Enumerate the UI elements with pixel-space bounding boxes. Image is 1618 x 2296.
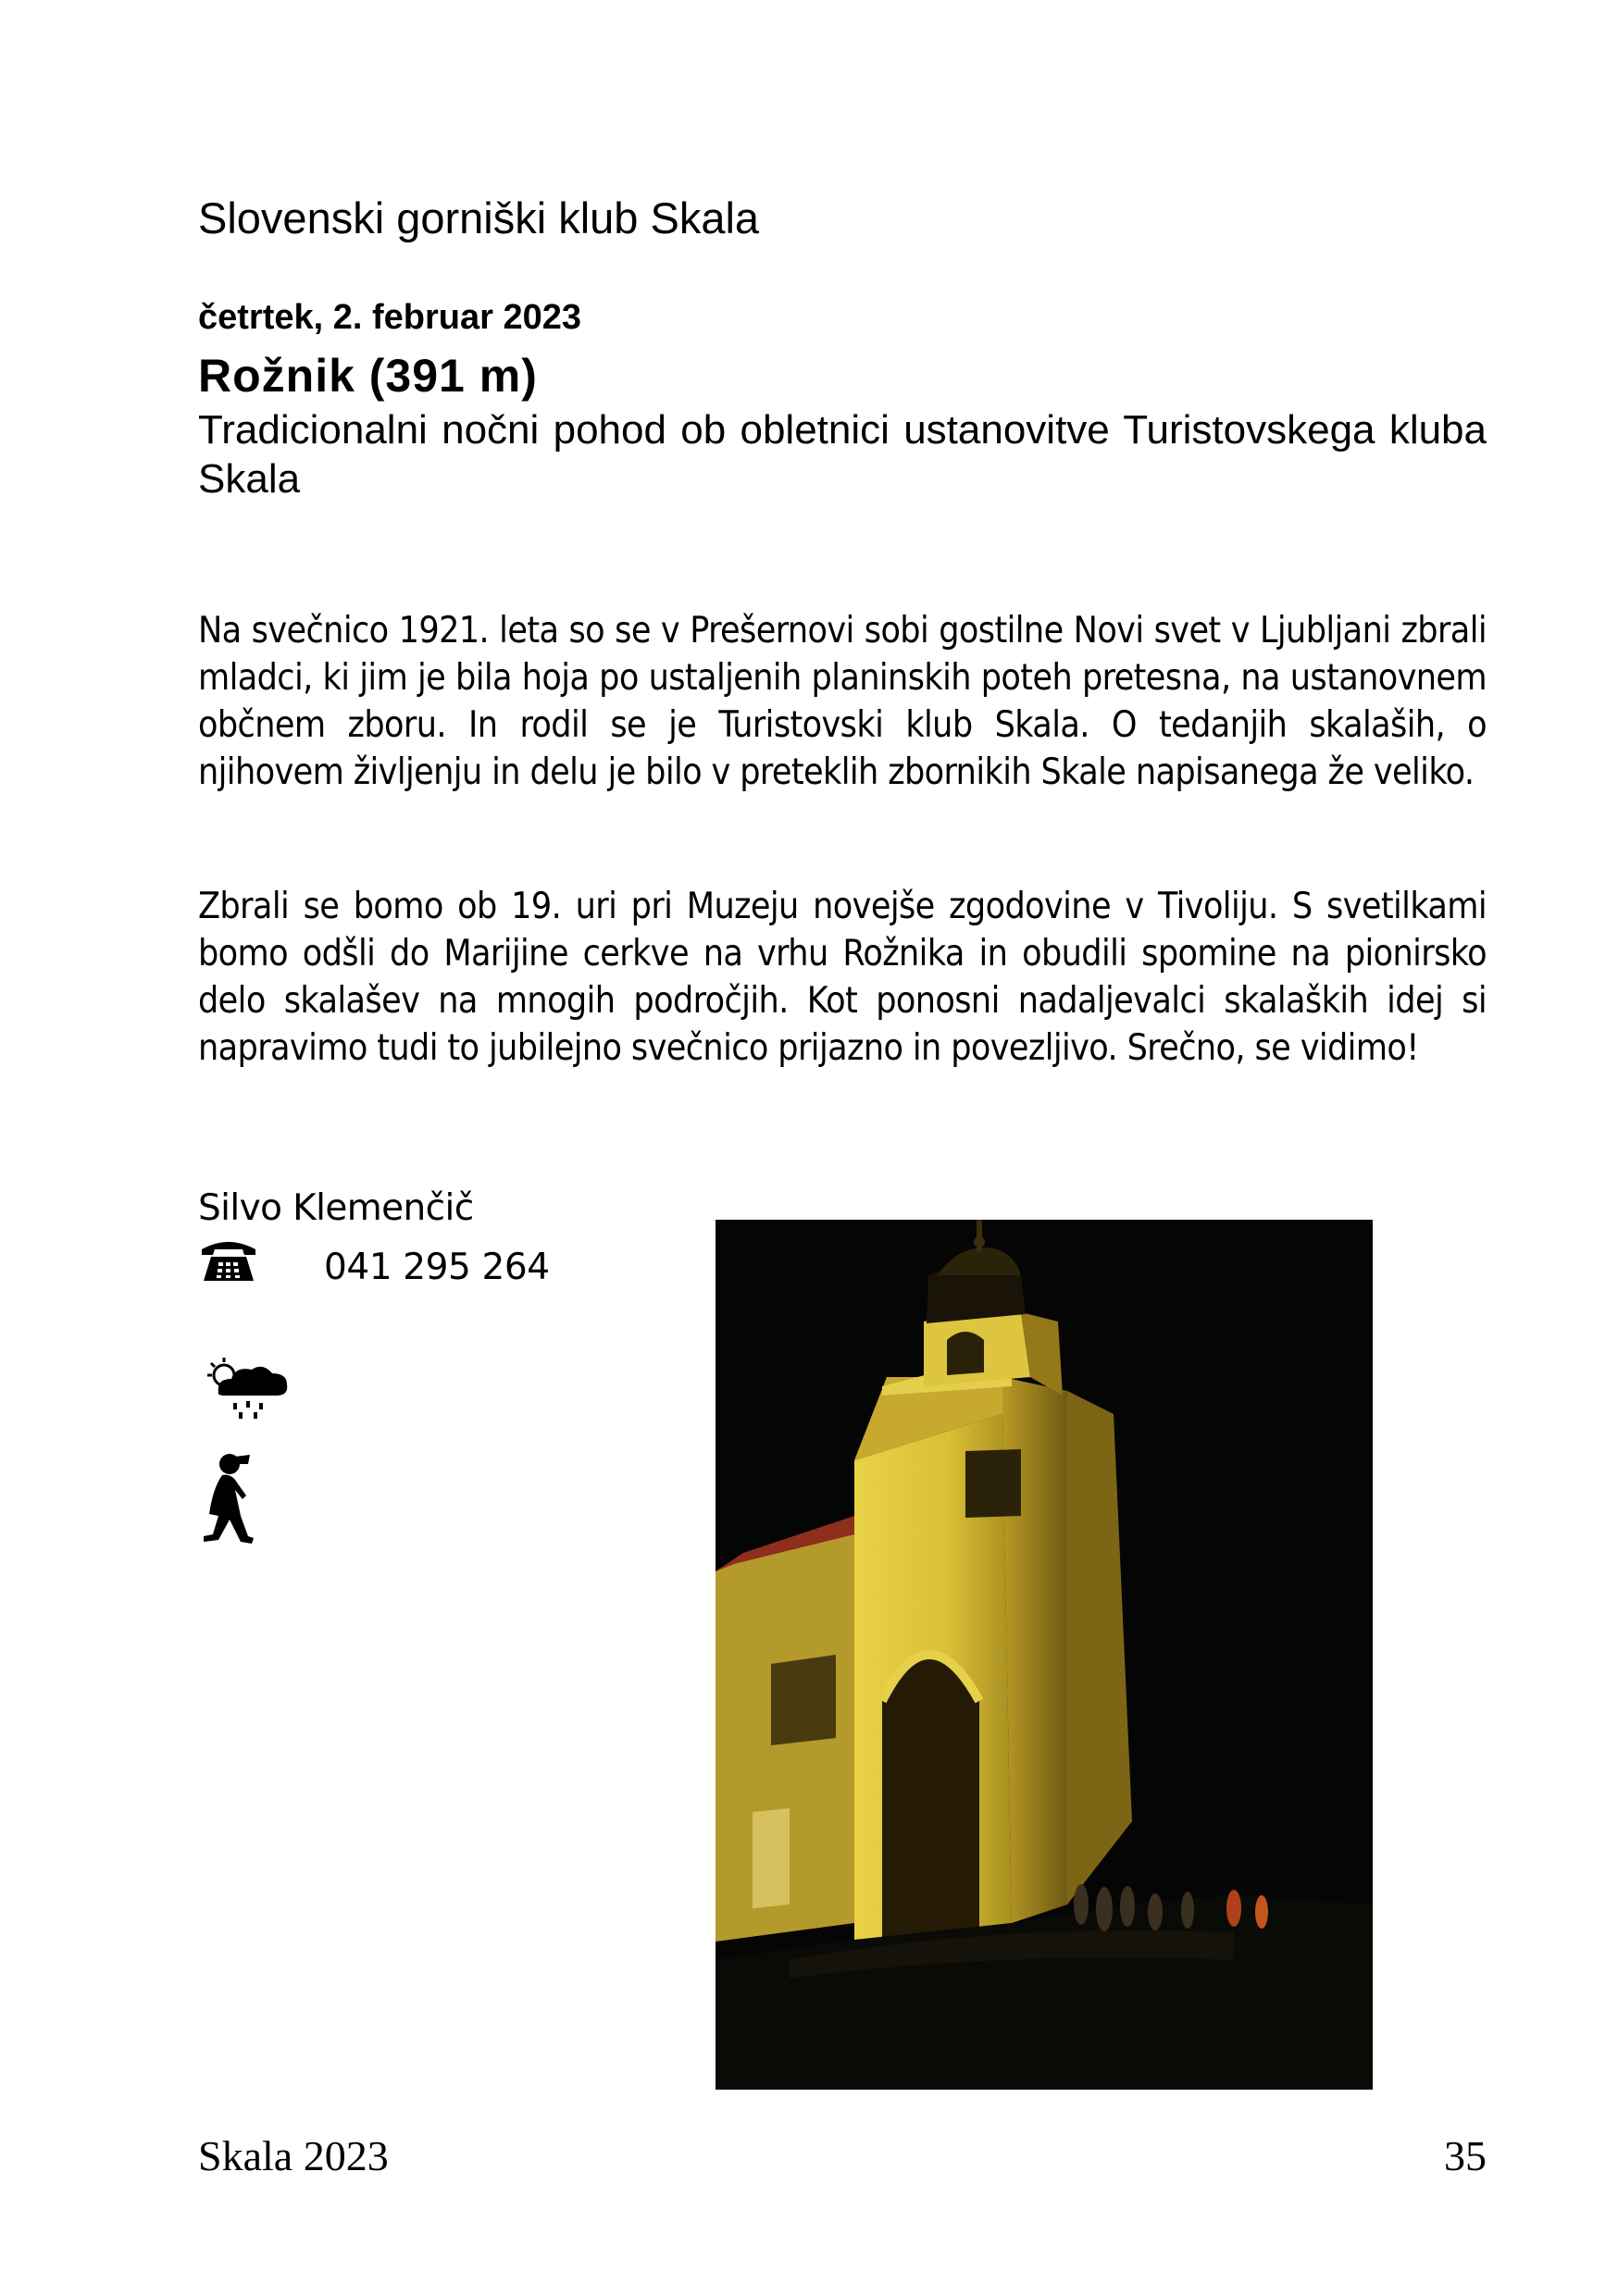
church-at-night-photo (716, 1220, 1373, 2090)
page-number: 35 (1444, 2132, 1487, 2179)
event-date: četrtek, 2. februar 2023 (198, 298, 582, 337)
footer-publication: Skala 2023 (198, 2132, 389, 2179)
event-title: Rožnik (391 m) (198, 350, 538, 402)
telephone-icon (198, 1236, 259, 1285)
contact-phone: 041 295 264 (324, 1247, 550, 1288)
cloud-rain-icon (205, 1355, 291, 1421)
walking-person-icon (194, 1451, 261, 1545)
club-name: Slovenski gorniški klub Skala (198, 193, 760, 242)
event-subtitle: Tradicionalni nočni pohod ob obletnici ustanovitve Turistovskega kluba Skala (198, 407, 1487, 502)
body-paragraph-2: Zbrali se bomo ob 19. uri pri Muzeju novejše zgodovine v Tivoliju. S svetilkami bomo odšli do Marijine cerkve na vrhu Rožnika in obudili spomine na pionirsko delo skalašev na mnogih področjih. Kot ponosni nadaljevalci skalaških idej si napravimo tudi to jubilejno svečnico prijazno in povezljivo. Srečno, se vidimo! (198, 886, 1487, 1069)
contact-name: Silvo Klemenčič (198, 1187, 474, 1229)
body-paragraph-1: Na svečnico 1921. leta so se v Prešernovi sobi gostilne Novi svet v Ljubljani zbrali mladci, ki jim je bila hoja po ustaljenih planinskih poteh pretesna, na ustanovnem občnem zboru. In rodil se je Turistovski klub Skala. O tedanjih skalaših, o njihovem življenju in delu je bilo v preteklih zbornikih Skale napisanega že veliko. (198, 610, 1487, 793)
